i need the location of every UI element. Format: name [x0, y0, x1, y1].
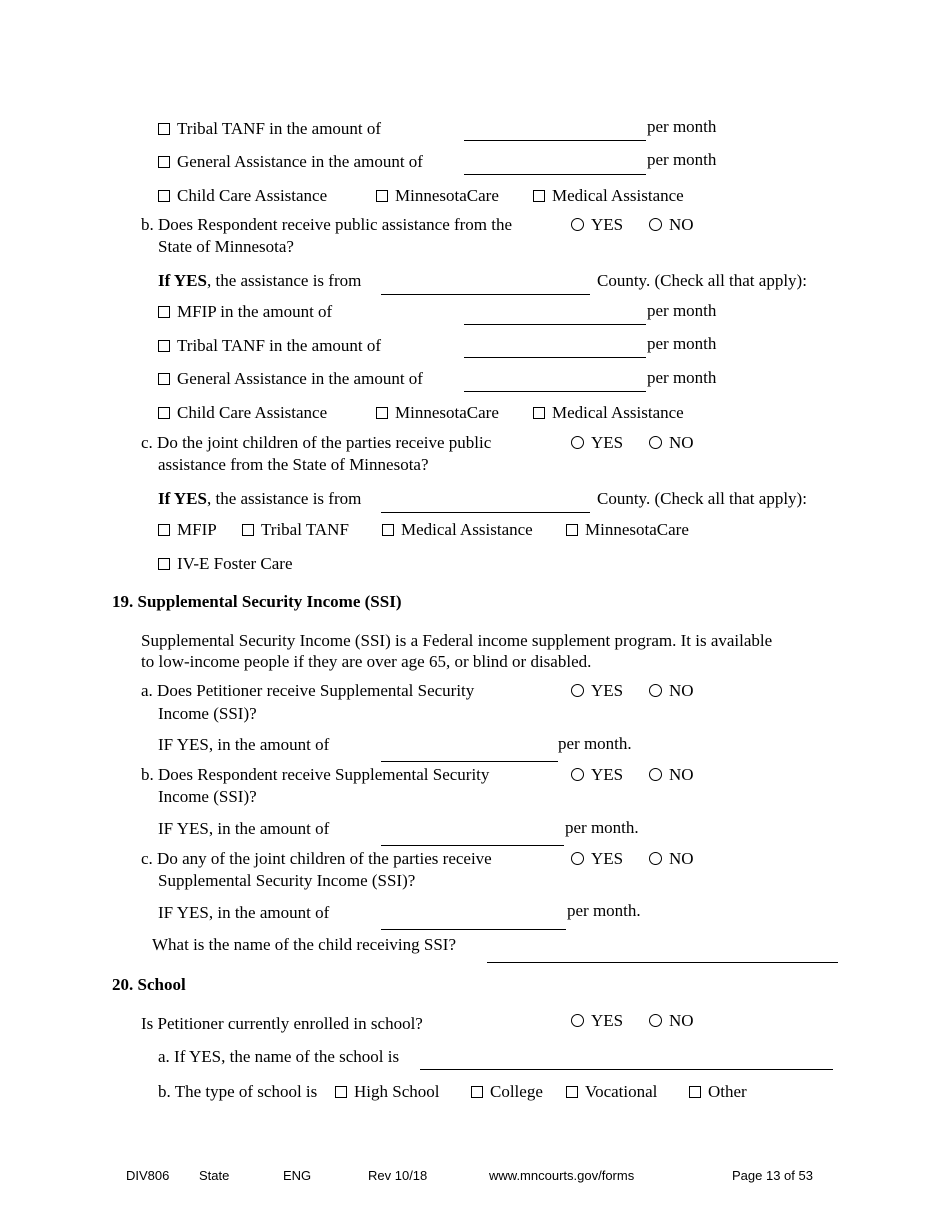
county-label: County. (Check all that apply):	[597, 271, 807, 290]
tribal-tanf-amount-line[interactable]	[464, 357, 646, 358]
question-19a-cont: Income (SSI)?	[158, 704, 257, 723]
per-month-label: per month	[647, 150, 717, 169]
school-name-line[interactable]	[420, 1069, 833, 1070]
if-yes-amount-label: IF YES, in the amount of	[158, 735, 330, 754]
per-month-label: per month.	[567, 901, 641, 920]
ssi-intro-line1: Supplemental Security Income (SSI) is a Federal income supplement program. It is available	[141, 631, 773, 650]
general-assistance-amount-line[interactable]	[464, 391, 646, 392]
question-19b-cont: Income (SSI)?	[158, 787, 257, 806]
tribal-tanf-option[interactable]: Tribal TANF in the amount of	[158, 119, 381, 139]
no-radio-option[interactable]: NO	[649, 1011, 694, 1031]
school-name-label: a. If YES, the name of the school is	[158, 1047, 400, 1066]
yes-radio[interactable]	[571, 852, 584, 865]
mfip-option[interactable]: MFIP in the amount of	[158, 302, 332, 322]
per-month-label: per month	[647, 117, 717, 136]
child-care-checkbox[interactable]	[158, 190, 170, 202]
ssi-intro-line2: to low-income people if they are over age 65, or blind or disabled.	[141, 652, 592, 671]
per-month-label: per month.	[558, 734, 632, 753]
footer-url[interactable]: www.mncourts.gov/forms	[489, 1168, 635, 1183]
no-radio[interactable]	[649, 852, 662, 865]
yes-radio[interactable]	[571, 218, 584, 231]
general-assistance-checkbox[interactable]	[158, 156, 170, 168]
no-radio-option[interactable]: NO	[649, 681, 694, 701]
yes-radio[interactable]	[571, 1014, 584, 1027]
question-18c: c. Do the joint children of the parties receive public	[141, 433, 492, 452]
per-month-label: per month.	[565, 818, 639, 837]
foster-care-option[interactable]: IV-E Foster Care	[158, 554, 293, 574]
ssi-amount-line[interactable]	[381, 929, 566, 930]
yes-radio-option[interactable]: YES	[571, 215, 623, 235]
medical-assistance-option[interactable]: Medical Assistance	[533, 186, 684, 206]
medical-assistance-checkbox[interactable]	[382, 524, 394, 536]
footer-form-id: DIV806	[126, 1168, 170, 1183]
tribal-tanf-amount-line[interactable]	[464, 140, 646, 141]
question-18b-cont: State of Minnesota?	[158, 237, 294, 256]
section-19-heading: 19. Supplemental Security Income (SSI)	[112, 592, 402, 611]
no-radio[interactable]	[649, 436, 662, 449]
footer-revision: Rev 10/18	[368, 1168, 428, 1183]
per-month-label: per month	[647, 301, 717, 320]
section-20-heading: 20. School	[112, 975, 186, 994]
other-option[interactable]: Other	[689, 1082, 747, 1102]
no-radio[interactable]	[649, 684, 662, 697]
no-radio-option[interactable]: NO	[649, 765, 694, 785]
ssi-amount-line[interactable]	[381, 845, 564, 846]
medical-assistance-option[interactable]: Medical Assistance	[533, 403, 684, 423]
yes-radio-option[interactable]: YES	[571, 849, 623, 869]
per-month-label: per month	[647, 368, 717, 387]
general-assistance-option[interactable]: General Assistance in the amount of	[158, 152, 423, 172]
other-checkbox[interactable]	[689, 1086, 701, 1098]
minnesotacare-checkbox[interactable]	[376, 190, 388, 202]
tribal-tanf-checkbox[interactable]	[242, 524, 254, 536]
minnesotacare-checkbox[interactable]	[376, 407, 388, 419]
high-school-option[interactable]: High School	[335, 1082, 439, 1102]
question-19b: b. Does Respondent receive Supplemental Security	[141, 765, 490, 784]
tribal-tanf-option[interactable]: Tribal TANF in the amount of	[158, 336, 381, 356]
yes-radio-option[interactable]: YES	[571, 765, 623, 785]
mfip-checkbox[interactable]	[158, 524, 170, 536]
child-care-option[interactable]: Child Care Assistance	[158, 403, 327, 423]
school-type-label: b. The type of school is	[158, 1082, 318, 1101]
question-19a: a. Does Petitioner receive Supplemental Security	[141, 681, 475, 700]
child-name-label: What is the name of the child receiving SSI?	[152, 935, 457, 954]
yes-radio[interactable]	[571, 684, 584, 697]
question-19c: c. Do any of the joint children of the parties receive	[141, 849, 492, 868]
vocational-option[interactable]: Vocational	[566, 1082, 657, 1102]
tribal-tanf-option[interactable]: Tribal TANF	[242, 520, 349, 540]
yes-radio[interactable]	[571, 768, 584, 781]
yes-radio-option[interactable]: YES	[571, 433, 623, 453]
if-yes-county-label: If YES, the assistance is from	[158, 271, 362, 290]
footer-state: State	[199, 1168, 230, 1183]
general-assistance-checkbox[interactable]	[158, 373, 170, 385]
mfip-amount-line[interactable]	[464, 324, 646, 325]
general-assistance-amount-line[interactable]	[464, 174, 646, 175]
county-line[interactable]	[381, 294, 590, 295]
ssi-amount-line[interactable]	[381, 761, 558, 762]
college-option[interactable]: College	[471, 1082, 543, 1102]
no-radio-option[interactable]: NO	[649, 849, 694, 869]
child-name-line[interactable]	[487, 962, 838, 963]
child-care-option[interactable]: Child Care Assistance	[158, 186, 327, 206]
if-yes-amount-label: IF YES, in the amount of	[158, 819, 330, 838]
medical-assistance-option[interactable]: Medical Assistance	[382, 520, 533, 540]
yes-radio-option[interactable]: YES	[571, 681, 623, 701]
if-yes-amount-label: IF YES, in the amount of	[158, 903, 330, 922]
vocational-checkbox[interactable]	[566, 1086, 578, 1098]
child-care-checkbox[interactable]	[158, 407, 170, 419]
if-yes-county-label: If YES, the assistance is from	[158, 489, 362, 508]
yes-radio-option[interactable]: YES	[571, 1011, 623, 1031]
county-label: County. (Check all that apply):	[597, 489, 807, 508]
mfip-checkbox[interactable]	[158, 306, 170, 318]
tribal-tanf-checkbox[interactable]	[158, 123, 170, 135]
no-radio-option[interactable]: NO	[649, 215, 694, 235]
no-radio[interactable]	[649, 218, 662, 231]
school-question: Is Petitioner currently enrolled in school?	[141, 1014, 423, 1033]
minnesotacare-option[interactable]: MinnesotaCare	[376, 186, 499, 206]
no-radio[interactable]	[649, 1014, 662, 1027]
footer-language: ENG	[283, 1168, 312, 1183]
yes-radio[interactable]	[571, 436, 584, 449]
foster-care-checkbox[interactable]	[158, 558, 170, 570]
college-checkbox[interactable]	[471, 1086, 483, 1098]
medical-assistance-checkbox[interactable]	[533, 407, 545, 419]
county-line[interactable]	[381, 512, 590, 513]
no-radio-option[interactable]: NO	[649, 433, 694, 453]
mfip-option[interactable]: MFIP	[158, 520, 217, 540]
question-18b: b. Does Respondent receive public assistance from the	[141, 215, 513, 234]
question-19c-cont: Supplemental Security Income (SSI)?	[158, 871, 416, 890]
question-18c-cont: assistance from the State of Minnesota?	[158, 455, 429, 474]
medical-assistance-checkbox[interactable]	[533, 190, 545, 202]
per-month-label: per month	[647, 334, 717, 353]
no-radio[interactable]	[649, 768, 662, 781]
general-assistance-option[interactable]: General Assistance in the amount of	[158, 369, 423, 389]
footer-page-number: Page 13 of 53	[732, 1168, 813, 1183]
minnesotacare-option[interactable]: MinnesotaCare	[376, 403, 499, 423]
high-school-checkbox[interactable]	[335, 1086, 347, 1098]
minnesotacare-checkbox[interactable]	[566, 524, 578, 536]
tribal-tanf-checkbox[interactable]	[158, 340, 170, 352]
minnesotacare-option[interactable]: MinnesotaCare	[566, 520, 689, 540]
